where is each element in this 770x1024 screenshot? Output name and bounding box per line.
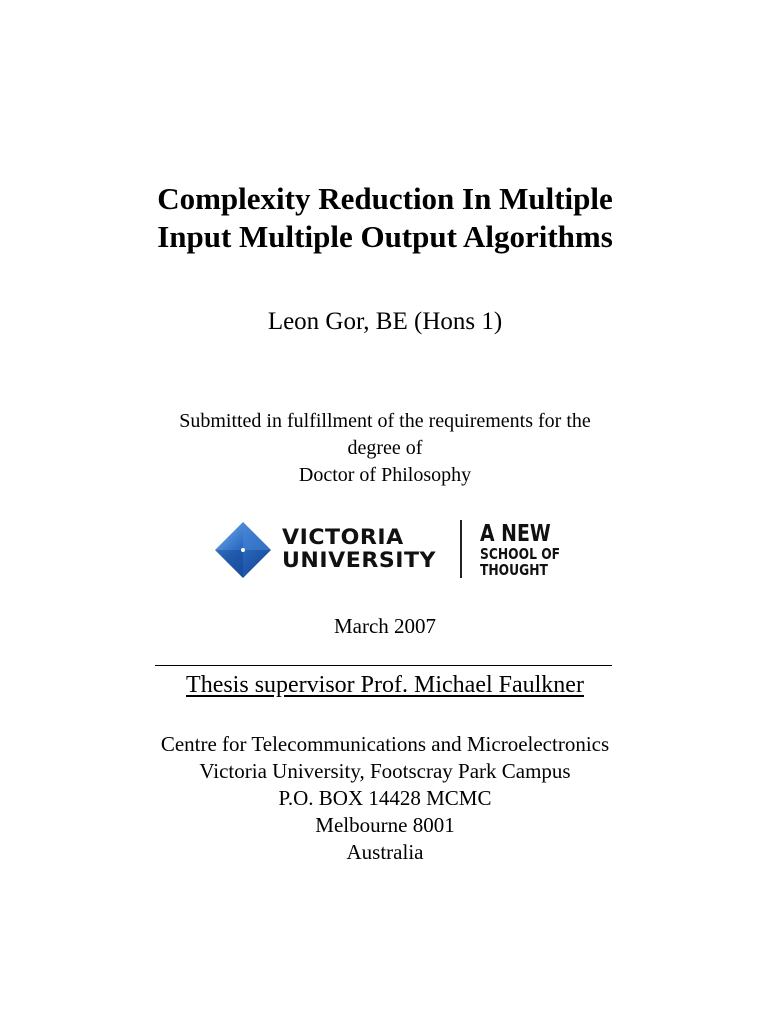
address-line-2: Victoria University, Footscray Park Campus <box>199 759 571 783</box>
university-name-line-2: UNIVERSITY <box>282 548 437 572</box>
author-name: Leon Gor, BE (Hons 1) <box>267 308 503 335</box>
address-line-5: Australia <box>346 840 424 864</box>
submission-statement <box>0 408 770 489</box>
title-line-1: Complexity Reduction In Multiple <box>157 181 613 216</box>
tagline-line-2: SCHOOL OF <box>480 545 561 563</box>
logo-tagline <box>480 522 560 578</box>
address-line-3: P.O. BOX 14428 MCMC <box>278 786 492 810</box>
signature-line <box>155 665 612 666</box>
submission-date: March 2007 <box>333 614 437 638</box>
diamond-logo-icon <box>214 521 272 579</box>
tagline-line-1: A NEW <box>480 521 551 547</box>
university-name <box>282 526 436 572</box>
title-line-2: Input Multiple Output Algorithms <box>157 219 613 254</box>
address-line-4: Melbourne 8001 <box>315 813 455 837</box>
submission-line-3: Doctor of Philosophy <box>298 464 472 486</box>
logo-divider <box>460 520 462 578</box>
institution-address <box>0 731 770 866</box>
supervisor-name: Thesis supervisor Prof. Michael Faulkner <box>186 672 584 698</box>
supervisor-line <box>0 670 770 700</box>
thesis-title <box>0 180 770 256</box>
address-line-1: Centre for Telecommunications and Microelectronics <box>160 732 610 756</box>
tagline-line-3: THOUGHT <box>480 561 548 579</box>
submission-line-1: Submitted in fulfillment of the requirements for the <box>179 410 591 432</box>
submission-line-2: degree of <box>347 437 423 459</box>
university-name-line-1: VICTORIA <box>282 525 404 549</box>
victoria-university-logo <box>210 518 565 582</box>
